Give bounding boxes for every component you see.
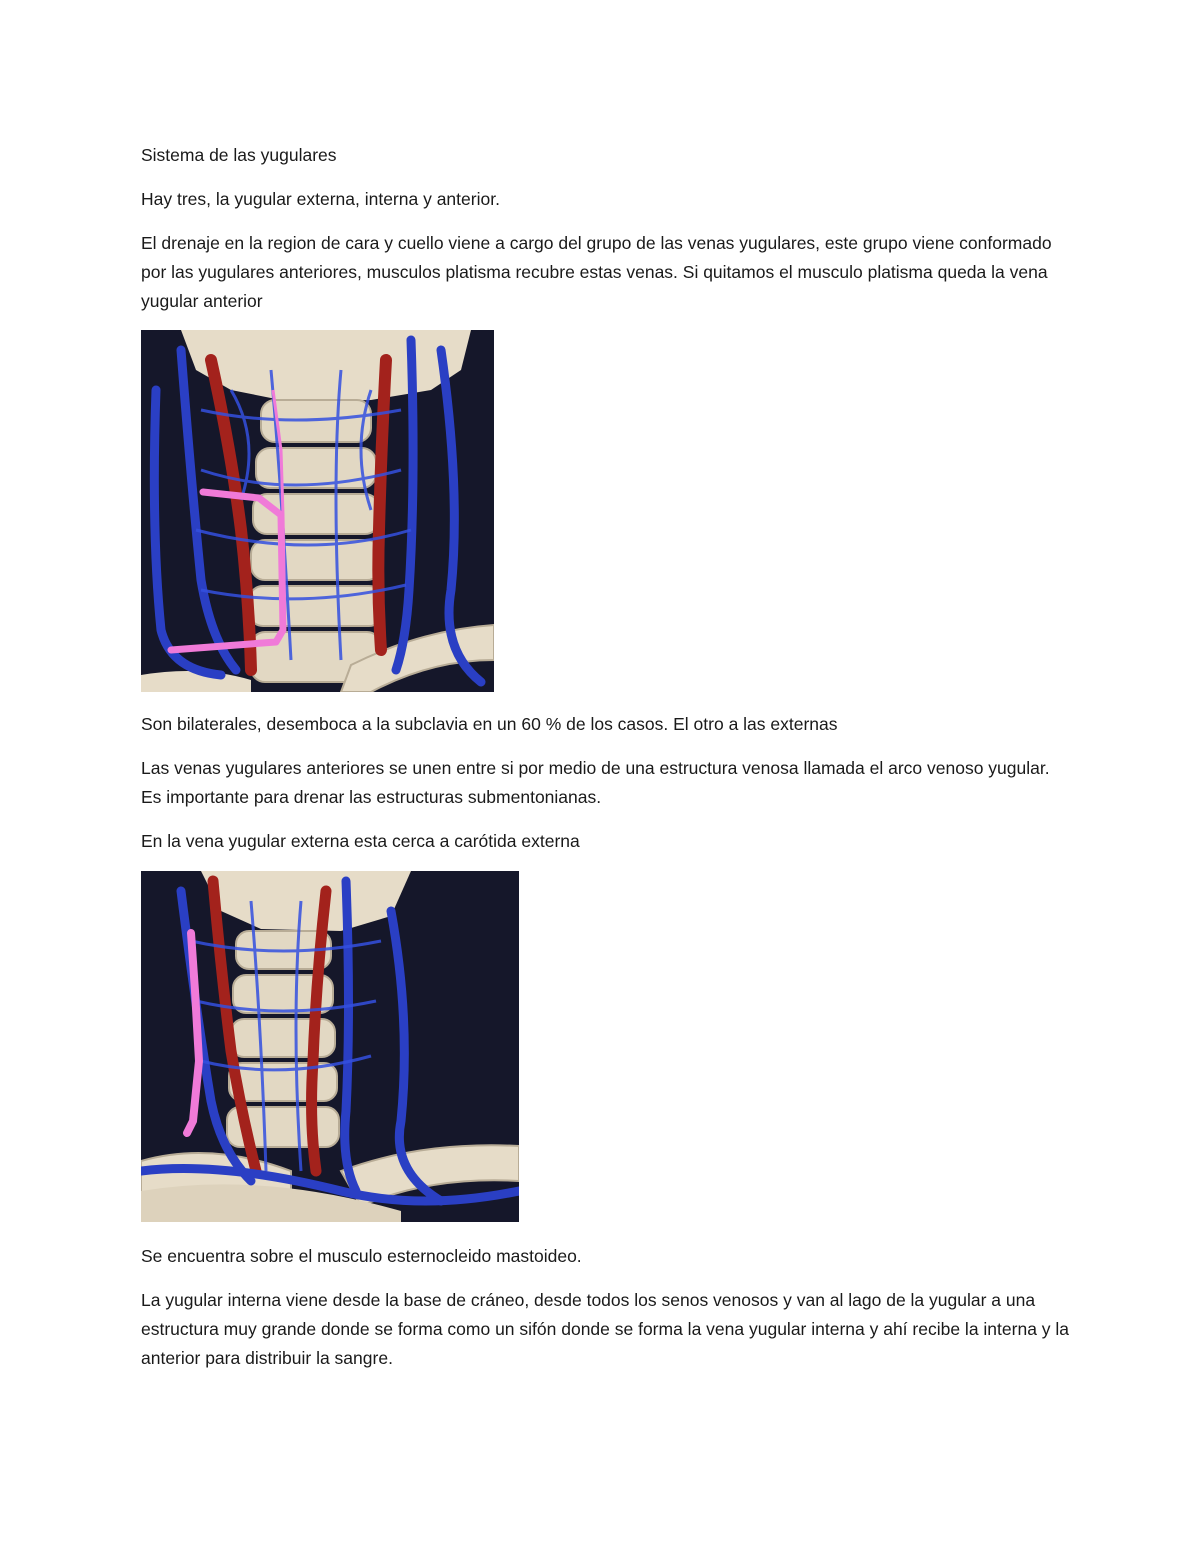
paragraph-3: Son bilaterales, desemboca a la subclavia en un 60 % de los casos. El otro a las externas — [141, 714, 838, 734]
document-title: Sistema de las yugulares — [141, 145, 337, 165]
paragraph-6: Se encuentra sobre el musculo esternocleido mastoideo. — [141, 1246, 582, 1266]
paragraph-4: Las venas yugulares anteriores se unen entre si por medio de una estructura venosa llamada el arco venoso yugular. Es importante para drenar las estructuras submentonianas. — [141, 758, 1050, 807]
figure-anterior-jugular-vein — [141, 330, 494, 692]
paragraph-2: El drenaje en la region de cara y cuello viene a cargo del grupo de las venas yugulares, este grupo viene conformado por las yugulares anteriores, musculos platisma recubre estas venas. Si quitamos el musculo platisma queda la vena yugular anterior — [141, 233, 1052, 311]
paragraph-7: La yugular interna viene desde la base de cráneo, desde todos los senos venosos y van al lago de la yugular a una estructura muy grande donde se forma como un sifón donde se forma la vena yugular interna y ahí recibe la interna y la anterior para distribuir la sangre. — [141, 1290, 1070, 1368]
paragraph-1: Hay tres, la yugular externa, interna y anterior. — [141, 189, 500, 209]
figure-external-jugular-vein — [141, 871, 519, 1222]
paragraph-5: En la vena yugular externa esta cerca a carótida externa — [141, 831, 580, 851]
